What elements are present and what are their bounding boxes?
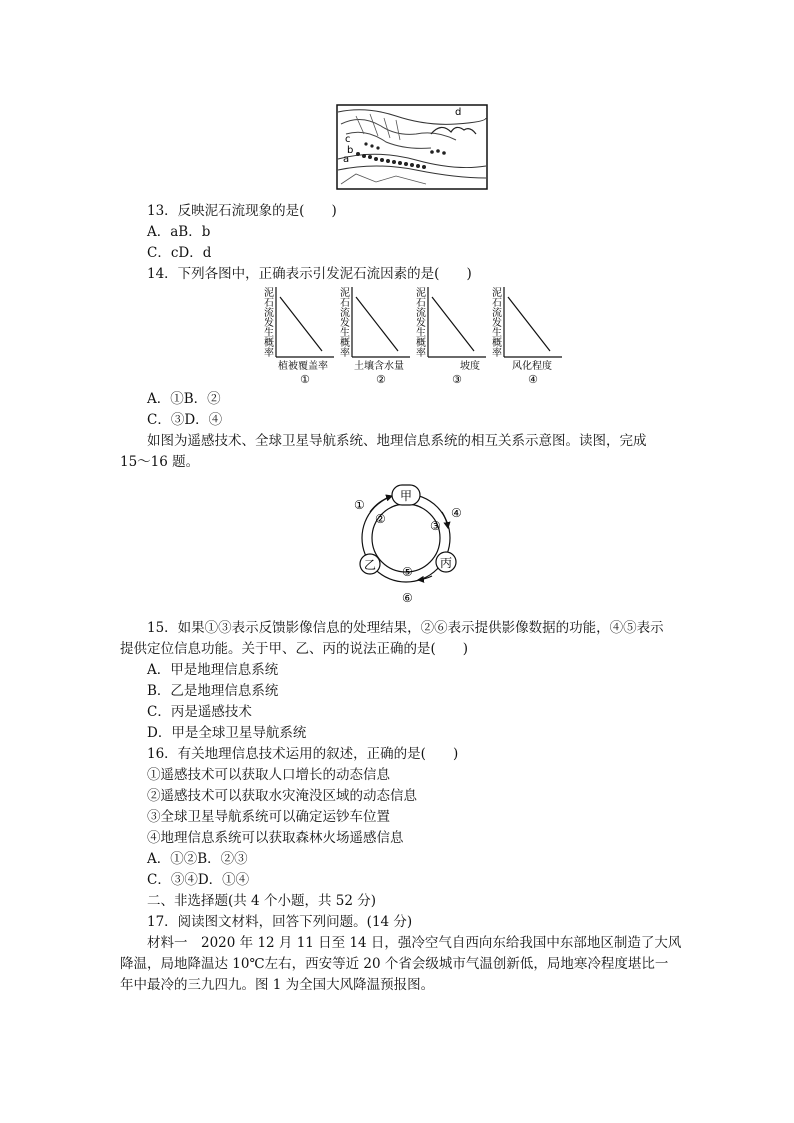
chart-panel-3: [414, 287, 487, 385]
q16-statement-3: ③全球卫星导航系统可以确定运钞车位置: [147, 809, 390, 825]
arrow-label-3: ③: [430, 519, 441, 533]
cycle-diagram: [348, 480, 468, 608]
label-d: d: [455, 107, 462, 118]
q16-statement-2: ②遥感技术可以获取水灾淹没区域的动态信息: [147, 788, 417, 804]
chart2-xlabel: 土壤含水量: [354, 361, 404, 372]
q13-stem: 13．反映泥石流现象的是( ): [147, 203, 337, 219]
intro-line-1: 如图为遥感技术、全球卫星导航系统、地理信息系统的相互关系示意图。读图，完成: [147, 433, 647, 449]
chart1-num: ①: [300, 373, 310, 385]
q13-options-cd: C．cD．d: [147, 245, 212, 261]
chart3-num: ③: [452, 373, 462, 385]
q16-statement-1: ①遥感技术可以获取人口增长的动态信息: [147, 767, 390, 783]
q16-statement-4: ④地理信息系统可以获取森林火场遥感信息: [147, 830, 404, 846]
chart-panel-2: [338, 287, 411, 385]
chart1-ylabel: 泥石流发生概率: [262, 287, 273, 357]
label-b: b: [347, 145, 354, 156]
landscape-figure: [336, 104, 488, 190]
q15-option-a: A．甲是地理信息系统: [147, 662, 279, 678]
q14-options-cd: C．③D．④: [147, 412, 223, 428]
q13-options-ab: A．aB．b: [147, 224, 211, 240]
q17-stem: 17．阅读图文材料，回答下列问题。(14 分): [147, 914, 413, 930]
chart3-ylabel: 泥石流发生概率: [413, 287, 425, 357]
q16-options-ab: A．①②B．②③: [147, 851, 248, 867]
material1-line-3: 年中最冷的三九四九。图 1 为全国大风降温预报图。: [120, 977, 435, 993]
factor-charts: [262, 285, 562, 385]
q15-option-b: B．乙是地理信息系统: [147, 683, 279, 699]
arrow-label-6: ⑥: [402, 591, 413, 605]
chart4-num: ④: [528, 373, 538, 385]
arrow-label-2: ②: [375, 512, 386, 526]
arrow-label-4: ④: [451, 506, 462, 520]
chart4-line: [508, 297, 550, 351]
chart3-line: [432, 297, 474, 351]
chart-panel-1: [262, 287, 334, 385]
label-c: c: [345, 134, 351, 145]
q15-line-1: 15．如果①③表示反馈影像信息的处理结果，②⑥表示提供影像数据的功能，④⑤表示: [147, 620, 664, 636]
material1-line-2: 降温，局地降温达 10℃左右，西安等近 20 个省会级城市气温创新低，局地寒冷程度堪比一: [120, 956, 669, 972]
intro-line-2: 15～16 题。: [120, 454, 200, 470]
chart-panel-4: [490, 287, 563, 385]
chart2-line: [356, 297, 398, 351]
arrow-label-1: ①: [354, 498, 365, 512]
part2-title: 二、非选择题(共 4 个小题，共 52 分): [147, 893, 376, 909]
chart2-ylabel: 泥石流发生概率: [337, 287, 349, 357]
material1-line-1: 材料一 2020 年 12 月 11 日至 14 日，强冷空气自西向东给我国中东部地区制造了大风: [147, 935, 682, 951]
chart2-num: ②: [376, 373, 386, 385]
q15-line-2: 提供定位信息功能。关于甲、乙、丙的说法正确的是( ): [120, 641, 469, 657]
q15-option-d: D．甲是全球卫星导航系统: [147, 725, 307, 741]
chart4-xlabel: 风化程度: [512, 361, 552, 372]
label-a: a: [343, 154, 350, 165]
node-jia: 甲: [399, 489, 413, 503]
chart4-ylabel: 泥石流发生概率: [489, 287, 501, 357]
q14-options-ab: A．①B．②: [147, 391, 221, 407]
node-yi: 乙: [363, 558, 377, 572]
arrow-label-5: ⑤: [402, 565, 413, 579]
chart1-xlabel: 植被覆盖率: [278, 361, 328, 372]
chart3-xlabel: 坡度: [460, 361, 480, 372]
q14-stem: 14．下列各图中，正确表示引发泥石流因素的是( ): [147, 266, 472, 282]
q16-stem: 16．有关地理信息技术运用的叙述，正确的是( ): [147, 746, 459, 762]
node-bing: 丙: [439, 556, 453, 570]
q16-options-cd: C．③④D．①④: [147, 872, 250, 888]
chart1-line: [280, 297, 322, 351]
q15-option-c: C．丙是遥感技术: [147, 704, 252, 720]
